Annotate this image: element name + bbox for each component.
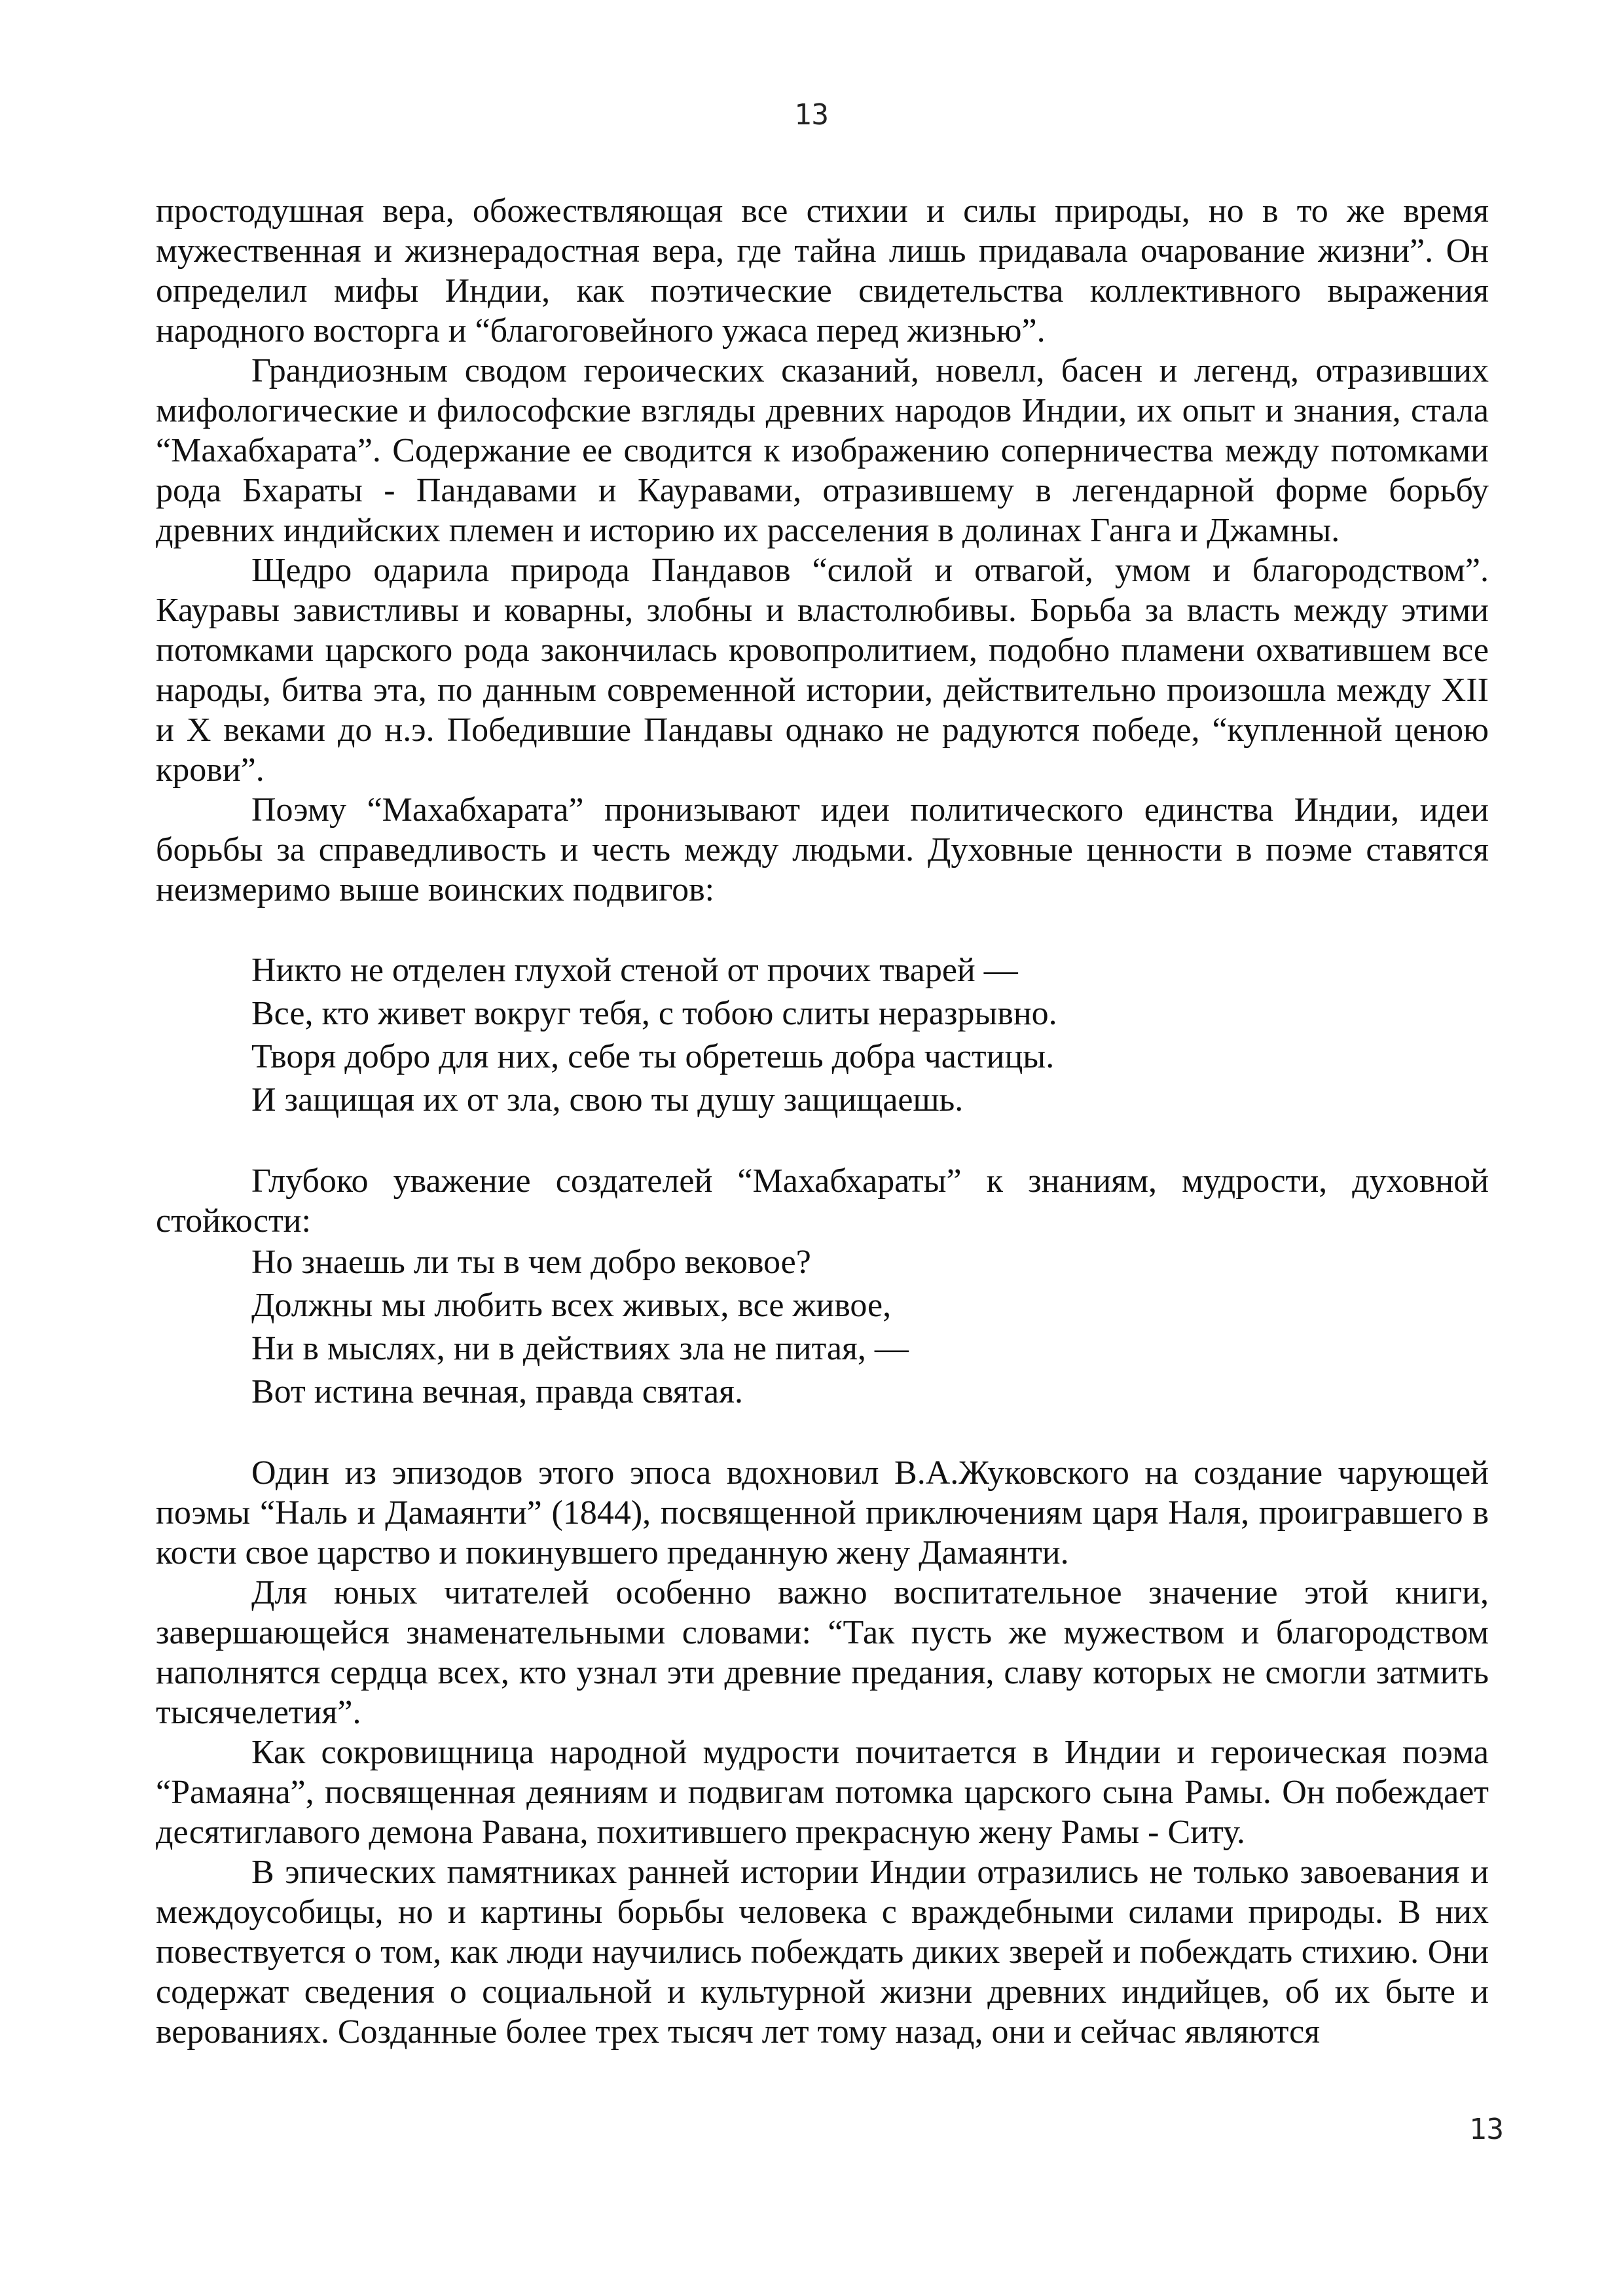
spacer [156,1414,1489,1453]
paragraph-3: Щедро одарила природа Пандавов “силой и отвагой, умом и благородством”. Кауравы завистливы и коварны, злобны и властолюбивы. Борьба за власть между этими потомками царского рода закончилась кровопролитием, подобно пламени охватившем все народы, битва эта, по данным современной истории, действительно произошла между XII и X веками до н.э. Победившие Пандавы однако не радуются победе, “купленной ценою крови”. [156,552,1489,789]
paragraph-6: Один из эпизодов этого эпоса вдохновил В.А.Жуковского на создание чарующей поэмы “Наль и Дамаянти” (1844), посвященной приключениям царя Наля, проигравшего в кости свое царство и покинувшего преданную жену Дамаянти. [156,1454,1489,1571]
paragraph-5: Глубоко уважение создателей “Махабхараты” к знаниям, мудрости, духовной стойкости: [156,1162,1489,1240]
paragraph-4: Поэму “Махабхарата” пронизывают идеи политического единства Индии, идеи борьбы за справедливость и честь между людьми. Духовные ценности в поэме ставятся неизмеримо выше воинских подвигов: [156,791,1489,908]
spacer [156,1122,1489,1161]
verse-quote-1 [156,949,1489,1122]
verse-line: Должны мы любить всех живых, все живое, [251,1287,892,1324]
spacer [156,910,1489,949]
verse-line: И защищая их от зла, свою ты душу защищаешь. [251,1081,964,1119]
verse-line: Творя добро для них, себе ты обретешь добра частицы. [251,1038,1055,1075]
paragraph-2: Грандиозным сводом героических сказаний, новелл, басен и легенд, отразивших мифологические и философские взгляды древних народов Индии, их опыт и знания, стала “Махабхарата”. Содержание ее сводится к изображению соперничества между потомками рода Бхараты - Пандавами и Кауравами, отразившему в легендарной форме борьбу древних индийских племен и историю их расселения в долинах Ганга и Джамны. [156,352,1489,549]
verse-line: Но знаешь ли ты в чем добро вековое? [251,1244,811,1281]
verse-line: Никто не отделен глухой стеной от прочих тварей — [251,952,1018,989]
verse-line: Все, кто живет вокруг тебя, с тобою слиты неразрывно. [251,995,1057,1032]
page-number-top: 13 [794,98,829,132]
body-text [156,191,1489,2052]
verse-line: Вот истина вечная, правда святая. [251,1373,744,1410]
paragraph-1: простодушная вера, обожествляющая все стихии и силы природы, но в то же время мужественная и жизнерадостная вера, где тайна лишь придавала очарование жизни”. Он определил мифы Индии, как поэтические свидетельства коллективного выражения народного восторга и “благоговейного ужаса перед жизнью”. [156,192,1489,350]
verse-line: Ни в мыслях, ни в действиях зла не питая, — [251,1330,909,1367]
paragraph-7: Для юных читателей особенно важно воспитательное значение этой книги, завершающейся знаменательными словами: “Так пусть же мужеством и благородством наполнятся сердца всех, кто узнал эти древние предания, славу которых не смогли затмить тысячелетия”. [156,1574,1489,1731]
page-number-bottom: 13 [1469,2113,1504,2146]
paragraph-9: В эпических памятниках ранней истории Индии отразились не только завоевания и междоусобицы, но и картины борьбы человека с враждебными силами природы. В них повествуется о том, как люди научились побеждать диких зверей и побеждать стихию. Они содержат сведения о социальной и культурной жизни древних индийцев, об их быте и верованиях. Созданные более трех тысяч лет тому назад, они и сейчас являются [156,1854,1489,2051]
verse-quote-2 [156,1241,1489,1414]
paragraph-8: Как сокровищница народной мудрости почитается в Индии и героическая поэма “Рамаяна”, посвященная деяниям и подвигам потомка царского сына Рамы. Он побеждает десятиглавого демона Равана, похитившего прекрасную жену Рамы - Ситу. [156,1734,1489,1851]
